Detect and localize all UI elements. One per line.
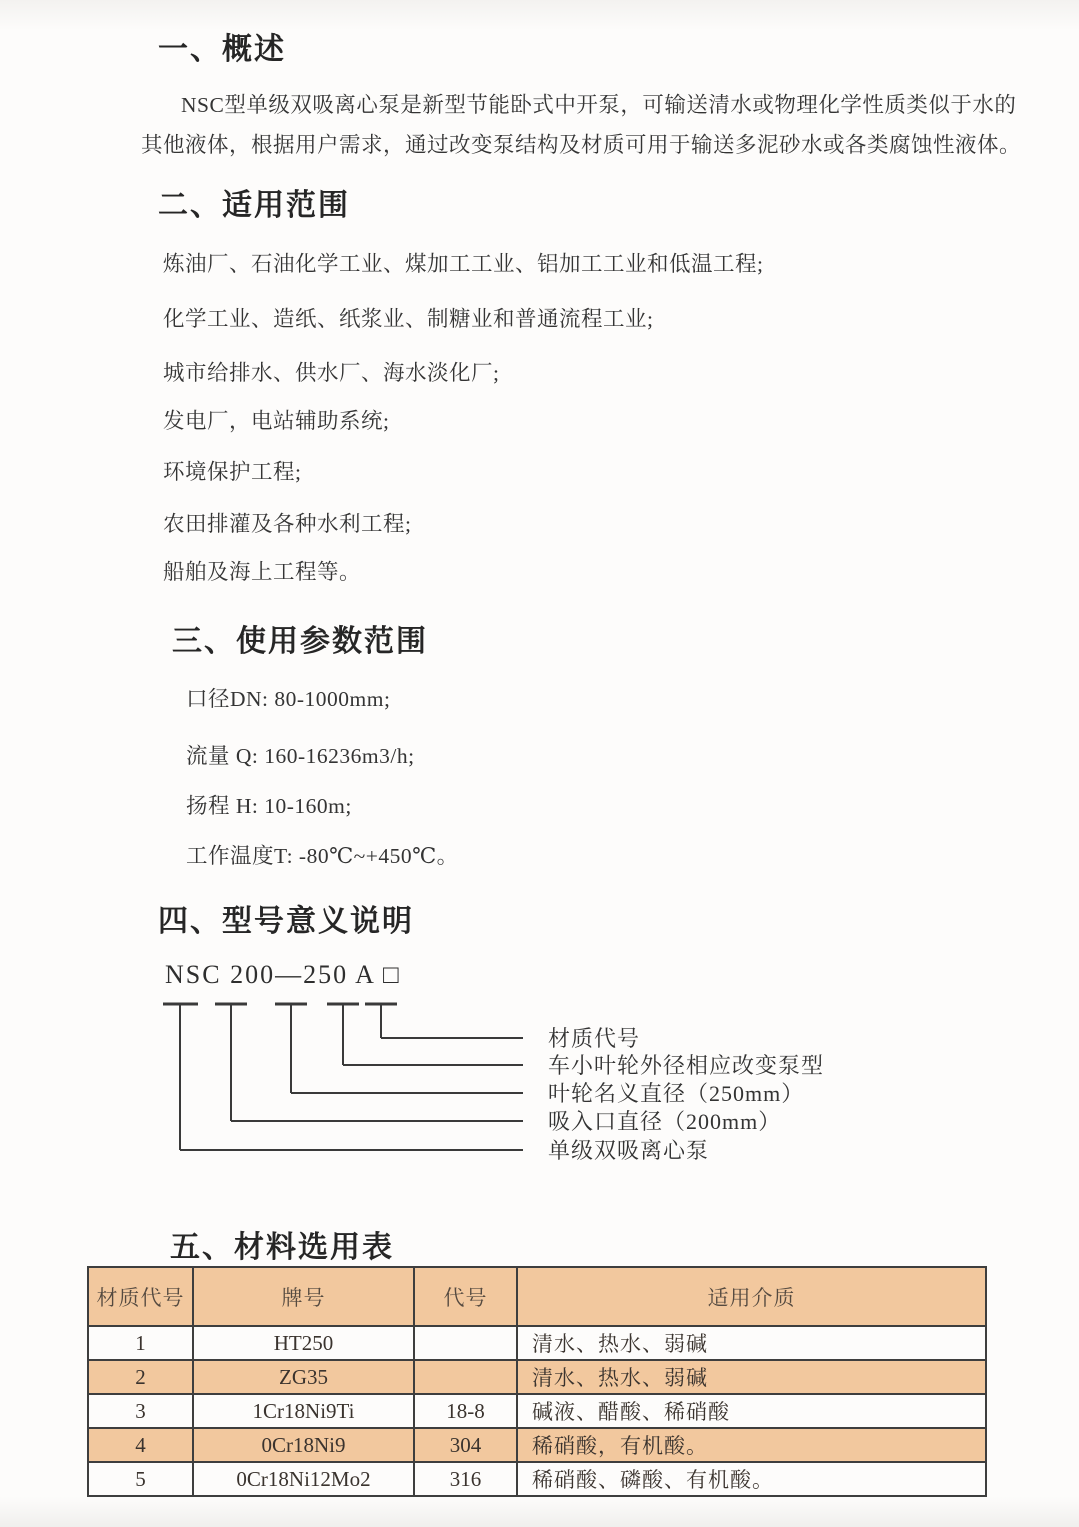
model-code: NSC 200—250 A □ [165,960,401,989]
parameter-item-temperature: 工作温度T: -80℃~+450℃。 [186,844,459,868]
section-materials-heading: 五、材料选用表 [170,1231,394,1264]
section-parameters-heading: 三、使用参数范围 [172,625,428,658]
cell-material-code: 3 [88,1394,193,1428]
table-row [88,1326,986,1360]
cell-material-code: 1 [88,1326,193,1360]
section-overview-heading: 一、概述 [158,33,286,66]
overview-paragraph-line-2: 其他液体，根据用户需求，通过改变泵结构及材质可用于输送多泥砂水或各类腐蚀性液体。 [141,133,1022,157]
parameter-item-diameter: 口径DN: 80-1000mm; [186,687,391,711]
applicability-item: 发电厂，电站辅助系统; [163,409,390,433]
model-label-pump-type: 单级双吸离心泵 [548,1138,710,1163]
section-model-heading: 四、型号意义说明 [158,905,414,938]
model-label-material-code: 材质代号 [548,1026,641,1051]
table-row [88,1394,986,1428]
cell-alias: 18-8 [414,1394,517,1428]
model-label-suction-diameter: 吸入口直径（200mm） [548,1109,782,1134]
cell-grade: ZG35 [193,1360,414,1394]
cell-material-code: 5 [88,1462,193,1496]
cell-alias: 316 [414,1462,517,1496]
cell-grade: 0Cr18Ni9 [193,1428,414,1462]
header-grade: 牌号 [193,1267,414,1326]
parameter-item-head: 扬程 H: 10-160m; [186,794,352,818]
cell-alias: 304 [414,1428,517,1462]
header-material-code: 材质代号 [88,1267,193,1326]
parameter-item-flow: 流量 Q: 160-16236m3/h; [186,744,415,768]
cell-grade: 1Cr18Ni9Ti [193,1394,414,1428]
model-connector-lines [85,998,545,1158]
cell-grade: HT250 [193,1326,414,1360]
overview-paragraph-line-1: NSC型单级双吸离心泵是新型节能卧式中开泵，可输送清水或物理化学性质类似于水的 [181,93,1017,117]
table-row [88,1360,986,1394]
applicability-item: 城市给排水、供水厂、海水淡化厂; [163,361,500,385]
applicability-item: 炼油厂、石油化学工业、煤加工工业、铝加工工业和低温工程; [163,252,764,276]
header-alias: 代号 [414,1267,517,1326]
applicability-item: 农田排灌及各种水利工程; [163,512,412,536]
cell-media: 碱液、醋酸、稀硝酸 [517,1394,986,1428]
applicability-item: 船舶及海上工程等。 [163,560,362,584]
cell-alias [414,1360,517,1394]
cell-media: 稀硝酸、磷酸、有机酸。 [517,1462,986,1496]
header-media: 适用介质 [517,1267,986,1326]
materials-table [87,1266,987,1497]
table-header-row [88,1267,986,1326]
model-label-impeller-diameter: 叶轮名义直径（250mm） [548,1081,805,1106]
applicability-item: 环境保护工程; [163,460,302,484]
cell-alias [414,1326,517,1360]
section-applicability-heading: 二、适用范围 [158,189,350,222]
cell-media: 清水、热水、弱碱 [517,1360,986,1394]
cell-media: 清水、热水、弱碱 [517,1326,986,1360]
applicability-item: 化学工业、造纸、纸浆业、制糖业和普通流程工业; [163,307,654,331]
cell-media: 稀硝酸，有机酸。 [517,1428,986,1462]
cell-material-code: 2 [88,1360,193,1394]
model-label-trimmed-impeller: 车小叶轮外径相应改变泵型 [548,1053,825,1078]
cell-material-code: 4 [88,1428,193,1462]
table-row [88,1428,986,1462]
cell-grade: 0Cr18Ni12Mo2 [193,1462,414,1496]
table-row [88,1462,986,1496]
